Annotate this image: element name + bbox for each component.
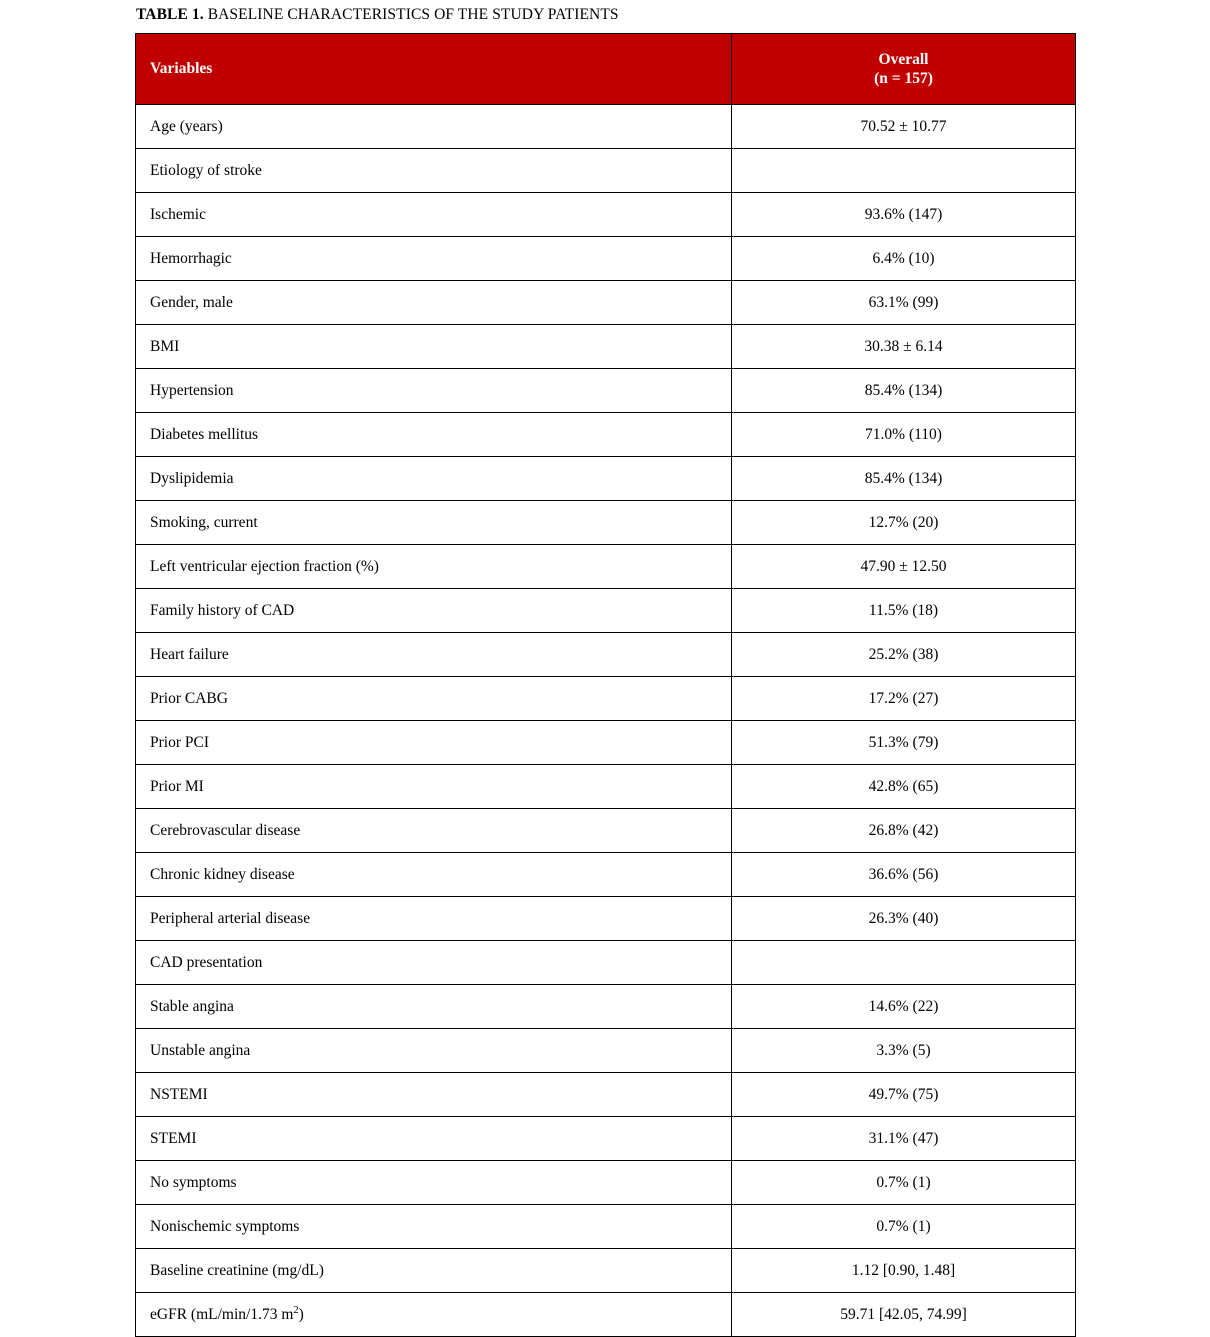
table-row [136, 985, 1076, 1029]
table-row [136, 105, 1076, 149]
table-row [136, 281, 1076, 325]
cell-variable: Baseline creatinine (mg/dL) [136, 1249, 732, 1293]
cell-value: 31.1% (47) [732, 1117, 1076, 1161]
cell-variable: Dyslipidemia [136, 457, 732, 501]
table-row [136, 589, 1076, 633]
cell-value: 71.0% (110) [732, 413, 1076, 457]
cell-value: 12.7% (20) [732, 501, 1076, 545]
cell-variable: Unstable angina [136, 1029, 732, 1073]
cell-variable: Smoking, current [136, 501, 732, 545]
cell-value: 93.6% (147) [732, 193, 1076, 237]
table-row [136, 413, 1076, 457]
cell-variable: Gender, male [136, 281, 732, 325]
cell-variable: Heart failure [136, 633, 732, 677]
cell-value: 0.7% (1) [732, 1205, 1076, 1249]
table-row [136, 765, 1076, 809]
table-row [136, 633, 1076, 677]
table-row [136, 457, 1076, 501]
cell-variable: BMI [136, 325, 732, 369]
table-caption-title: BASELINE CHARACTERISTICS OF THE STUDY PATIENTS [207, 6, 619, 23]
cell-value [732, 149, 1076, 193]
cell-value: 1.12 [0.90, 1.48] [732, 1249, 1076, 1293]
table-row [136, 501, 1076, 545]
cell-variable: Prior CABG [136, 677, 732, 721]
table-header-row [136, 34, 1076, 105]
cell-value: 51.3% (79) [732, 721, 1076, 765]
cell-variable-superscript: 2 [293, 1304, 299, 1316]
cell-variable: No symptoms [136, 1161, 732, 1205]
table-row [136, 1161, 1076, 1205]
table-body [136, 105, 1076, 1337]
column-header-overall-count: (n = 157) [874, 70, 933, 87]
cell-value: 25.2% (38) [732, 633, 1076, 677]
cell-value: 26.8% (42) [732, 809, 1076, 853]
cell-variable: Diabetes mellitus [136, 413, 732, 457]
cell-value: 6.4% (10) [732, 237, 1076, 281]
cell-value: 49.7% (75) [732, 1073, 1076, 1117]
cell-value: 30.38 ± 6.14 [732, 325, 1076, 369]
table-row [136, 721, 1076, 765]
table-row [136, 1249, 1076, 1293]
cell-variable: CAD presentation [136, 941, 732, 985]
cell-variable-text-tail: ) [298, 1305, 304, 1323]
baseline-characteristics-table [135, 33, 1076, 1337]
cell-value: 17.2% (27) [732, 677, 1076, 721]
table-row [136, 545, 1076, 589]
cell-value: 14.6% (22) [732, 985, 1076, 1029]
cell-value: 26.3% (40) [732, 897, 1076, 941]
cell-value: 36.6% (56) [732, 853, 1076, 897]
table-row [136, 853, 1076, 897]
table-row [136, 149, 1076, 193]
cell-value: 85.4% (134) [732, 457, 1076, 501]
table-row [136, 193, 1076, 237]
table-row [136, 897, 1076, 941]
cell-value: 42.8% (65) [732, 765, 1076, 809]
cell-value: 0.7% (1) [732, 1161, 1076, 1205]
cell-variable: Cerebrovascular disease [136, 809, 732, 853]
cell-variable: Nonischemic symptoms [136, 1205, 732, 1249]
cell-value: 3.3% (5) [732, 1029, 1076, 1073]
cell-variable: Prior MI [136, 765, 732, 809]
cell-value: 47.90 ± 12.50 [732, 545, 1076, 589]
table-caption-label: TABLE 1. [136, 6, 204, 23]
table-row [136, 1029, 1076, 1073]
cell-value: 11.5% (18) [732, 589, 1076, 633]
table-row [136, 1117, 1076, 1161]
column-header-overall [732, 34, 1076, 105]
column-header-overall-title: Overall [878, 51, 929, 68]
table-row [136, 369, 1076, 413]
cell-variable-text: eGFR (mL/min/1.73 m [150, 1305, 294, 1323]
table-row [136, 809, 1076, 853]
table-row [136, 1293, 1076, 1337]
cell-variable: Ischemic [136, 193, 732, 237]
cell-variable: Hypertension [136, 369, 732, 413]
cell-variable: Stable angina [136, 985, 732, 1029]
table-row [136, 1205, 1076, 1249]
cell-variable: Chronic kidney disease [136, 853, 732, 897]
cell-value [732, 941, 1076, 985]
cell-value: 70.52 ± 10.77 [732, 105, 1076, 149]
table-row [136, 237, 1076, 281]
cell-variable: Age (years) [136, 105, 732, 149]
table-header [136, 34, 1076, 105]
cell-variable: STEMI [136, 1117, 732, 1161]
cell-value: 59.71 [42.05, 74.99] [732, 1293, 1076, 1337]
cell-value: 63.1% (99) [732, 281, 1076, 325]
column-header-variables: Variables [136, 34, 732, 105]
table-row [136, 941, 1076, 985]
table-row [136, 325, 1076, 369]
cell-variable: Etiology of stroke [136, 149, 732, 193]
table-caption [136, 5, 619, 25]
cell-variable: Left ventricular ejection fraction (%) [136, 545, 732, 589]
cell-variable [136, 1293, 732, 1337]
table-row [136, 677, 1076, 721]
cell-variable: Hemorrhagic [136, 237, 732, 281]
cell-variable: Peripheral arterial disease [136, 897, 732, 941]
cell-value: 85.4% (134) [732, 369, 1076, 413]
cell-variable: Prior PCI [136, 721, 732, 765]
table-row [136, 1073, 1076, 1117]
cell-variable: NSTEMI [136, 1073, 732, 1117]
cell-variable: Family history of CAD [136, 589, 732, 633]
